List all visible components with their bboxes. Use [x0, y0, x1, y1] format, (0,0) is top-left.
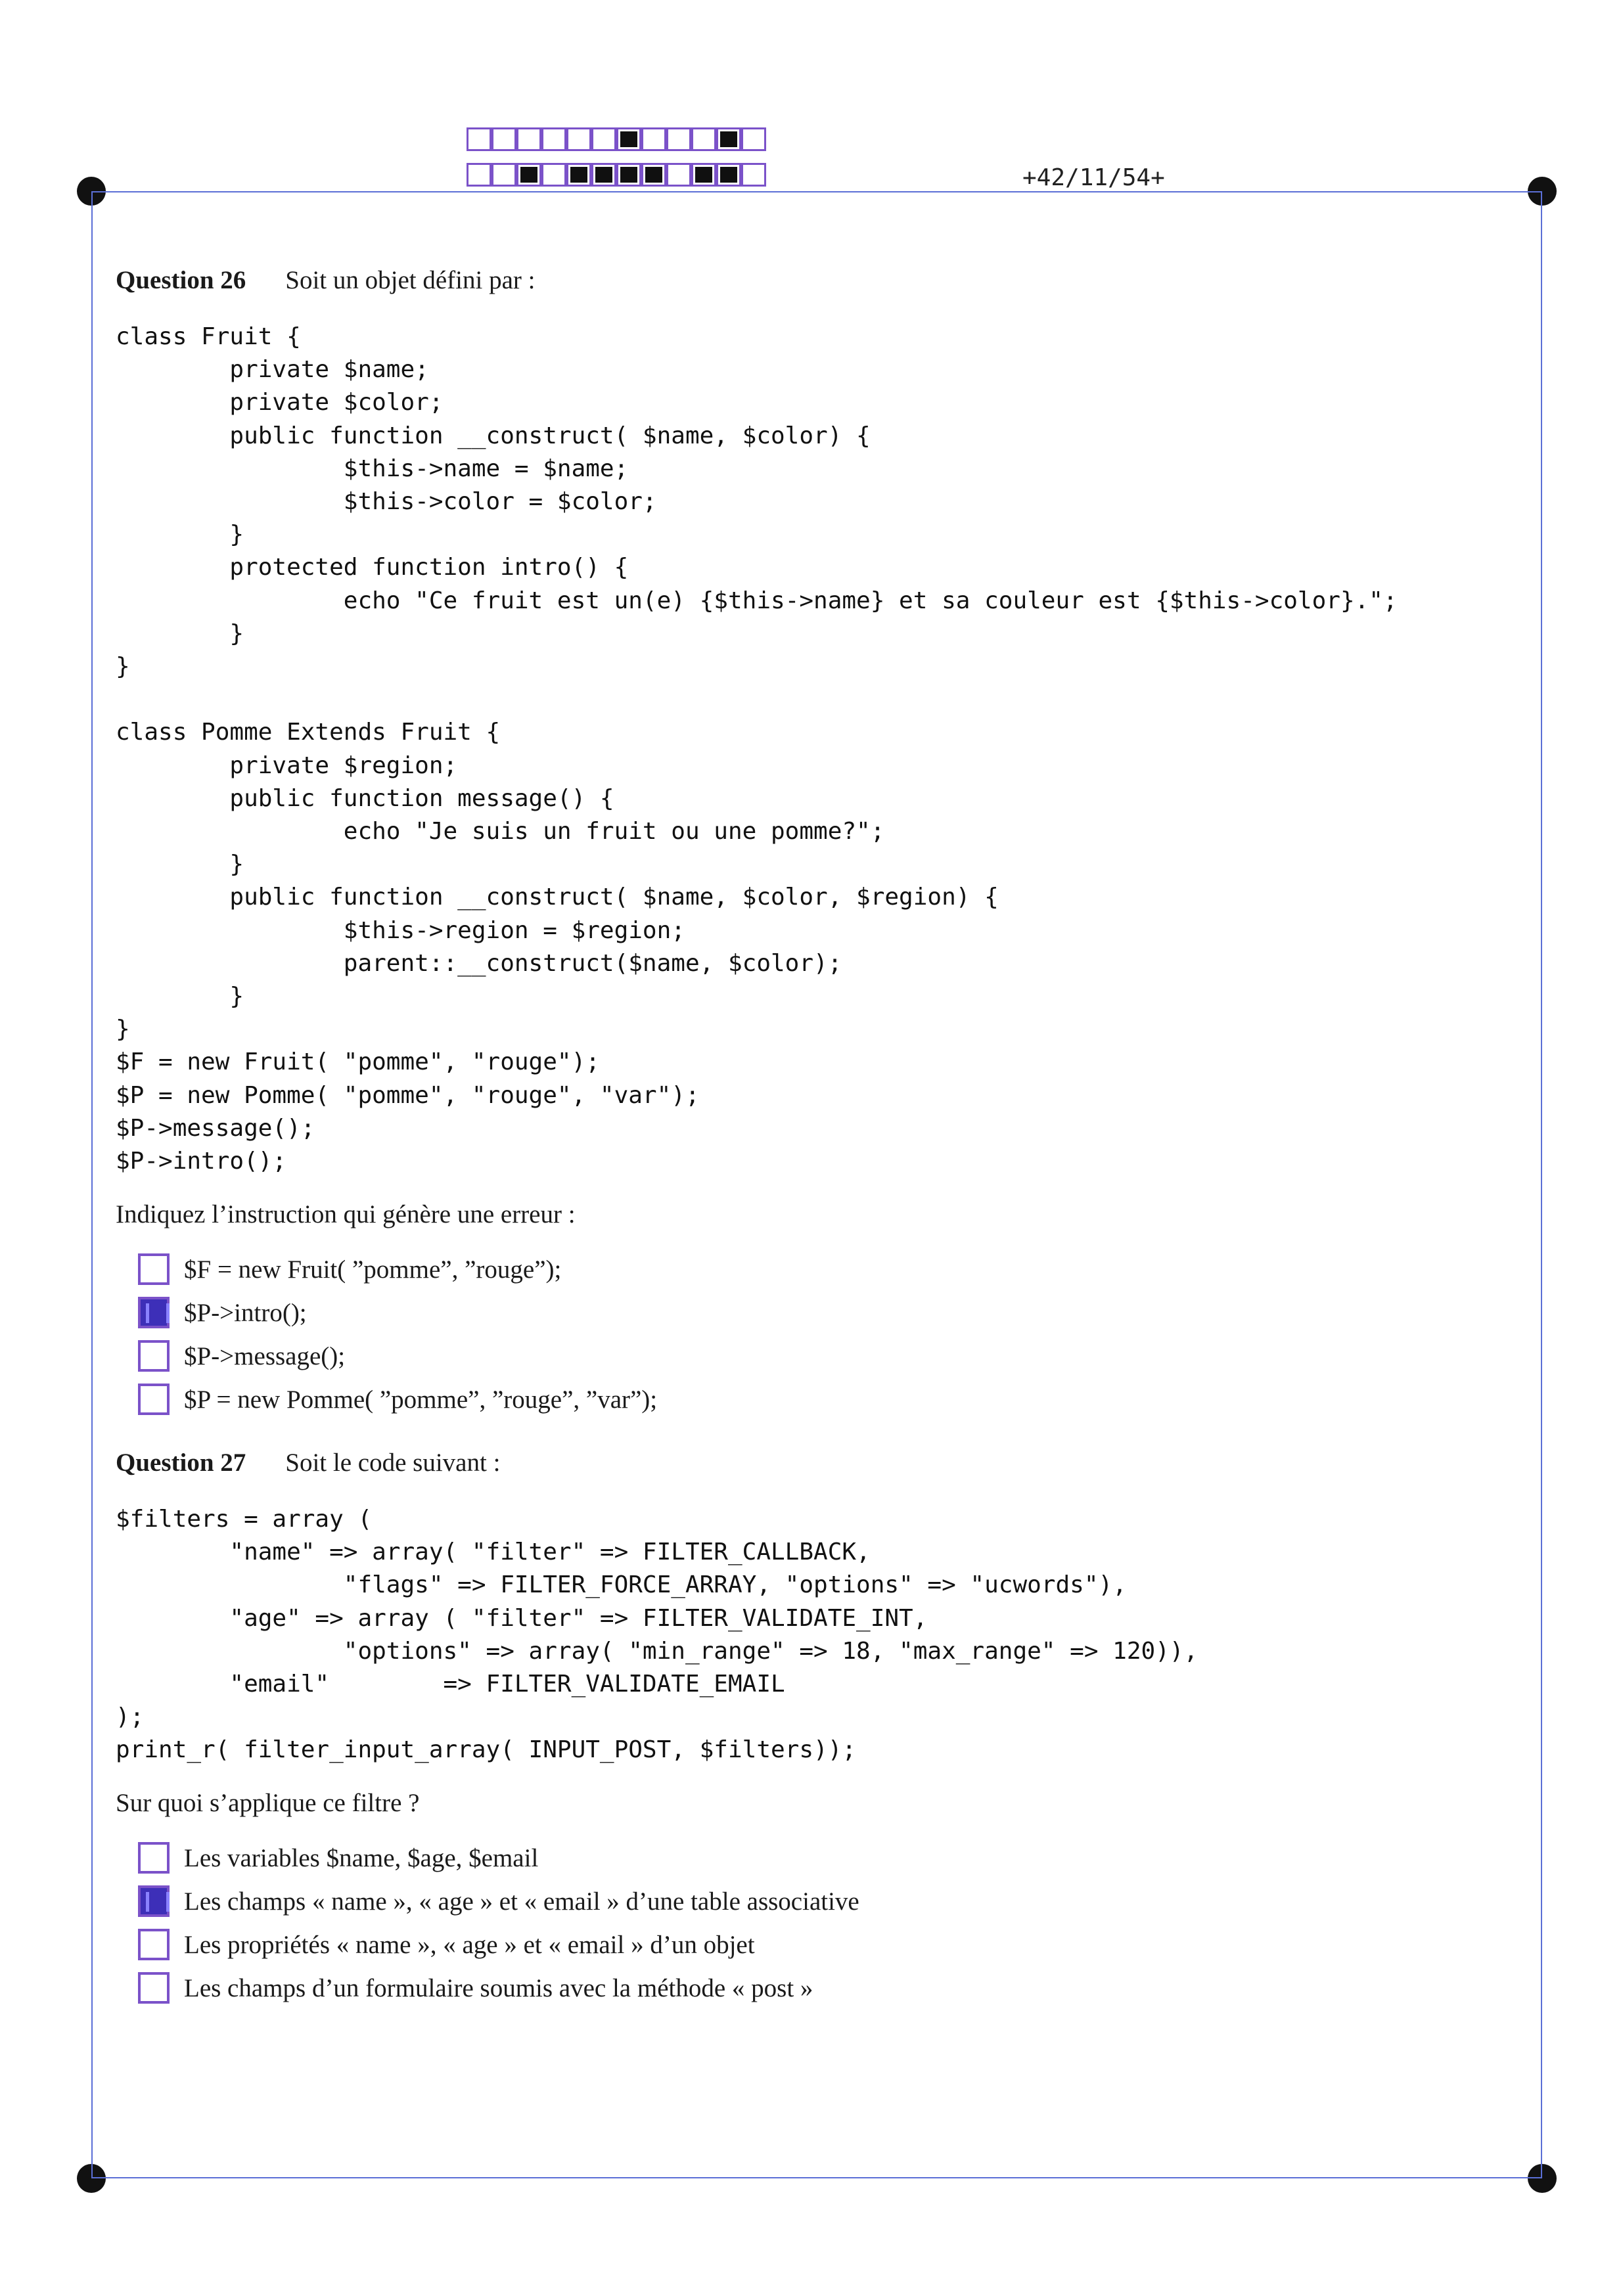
barcode-cell	[467, 127, 491, 151]
choice-label: $P->message();	[184, 1341, 346, 1370]
barcode-cell	[516, 163, 541, 187]
answer-choice[interactable]	[138, 1294, 307, 1331]
checkbox[interactable]	[138, 1842, 170, 1874]
barcode-cell	[541, 127, 566, 151]
barcode-cell	[666, 127, 691, 151]
question-intro: Soit le code suivant :	[285, 1449, 501, 1477]
checkbox[interactable]	[138, 1297, 170, 1328]
choice-label: Les champs « name », « age » et « email » d’une table associative	[184, 1887, 859, 1916]
answer-choice[interactable]	[138, 1338, 345, 1374]
barcode-cell	[491, 163, 516, 187]
barcode-cell	[591, 163, 616, 187]
checkbox[interactable]	[138, 1340, 170, 1372]
question-prompt: Sur quoi s’applique ce filtre ?	[116, 1789, 420, 1817]
answer-choice[interactable]	[138, 1251, 561, 1288]
answer-choice[interactable]	[138, 1926, 755, 1963]
checkbox[interactable]	[138, 1885, 170, 1917]
barcode-cell	[691, 127, 716, 151]
choice-label: $P = new Pomme( ”pomme”, ”rouge”, ”var”);	[184, 1385, 658, 1414]
code-block: $filters = array ( "name" => array( "filter" => FILTER_CALLBACK, "flags" => FILTER_FORCE_ARRAY, "options" => "ucwords"), "age" => array ( "filter" => FILTER_VALIDATE_INT, "options" => array( "min_range" => 18, "max_range" => 120)), "email" => FILTER_VALIDATE_EMAIL ); print_r( filter_input_array( INPUT_POST, $filters));	[116, 1506, 1199, 1764]
barcode-cell	[541, 163, 566, 187]
answer-choice[interactable]	[138, 1839, 538, 1876]
question-intro: Soit un objet défini par :	[285, 266, 536, 294]
barcode-cell	[566, 127, 591, 151]
barcode-cell	[741, 163, 766, 187]
barcode-row-1	[467, 127, 766, 151]
checkbox[interactable]	[138, 1384, 170, 1415]
choice-label: Les champs d’un formulaire soumis avec la méthode « post »	[184, 1973, 813, 2002]
question-27-header	[116, 1448, 500, 1477]
barcode-cell	[591, 127, 616, 151]
question-prompt: Indiquez l’instruction qui génère une erreur :	[116, 1200, 576, 1228]
barcode-cell	[716, 163, 741, 187]
barcode-cell	[641, 127, 666, 151]
choice-label: $P->intro();	[184, 1298, 307, 1327]
question-26-header	[116, 265, 535, 295]
question-number: Question 27	[116, 1449, 246, 1477]
barcode-cell	[616, 163, 641, 187]
barcode-cell	[741, 127, 766, 151]
barcode-cell	[641, 163, 666, 187]
choice-label: Les propriétés « name », « age » et « email » d’un objet	[184, 1930, 755, 1959]
question-number: Question 26	[116, 266, 246, 294]
code-block: class Fruit { private $name; private $color; public function __construct( $name, $color) { $this->name = $name; $this->color = $color; } protected function intro() { echo "Ce fruit est un(e) {$this->name} et sa couleur est {$this->color}."; } } class Pomme Extends Fruit { private $region; public function message() { echo "Je suis un fruit ou une pomme?"; } public function __construct( $name, $color, $region) { $this->region = $region; parent::__construct($name, $color); } } $F = new Fruit( "pomme", "rouge"); $P = new Pomme( "pomme", "rouge", "var"); $P->message(); $P->intro();	[116, 323, 1398, 1175]
page-id: +42/11/54+	[1022, 164, 1165, 191]
checkbox[interactable]	[138, 1253, 170, 1285]
barcode-cell	[467, 163, 491, 187]
barcode-cell	[691, 163, 716, 187]
answer-choice[interactable]	[138, 1883, 859, 1920]
barcode-cell	[616, 127, 641, 151]
barcode-cell	[566, 163, 591, 187]
checkbox[interactable]	[138, 1929, 170, 1960]
barcode-cell	[666, 163, 691, 187]
answer-choice[interactable]	[138, 1970, 813, 2006]
barcode-row-2	[467, 163, 766, 187]
checkbox[interactable]	[138, 1972, 170, 2004]
answer-choice[interactable]	[138, 1381, 657, 1418]
barcode-cell	[716, 127, 741, 151]
choice-label: Les variables $name, $age, $email	[184, 1843, 539, 1872]
barcode-cell	[491, 127, 516, 151]
choice-label: $F = new Fruit( ”pomme”, ”rouge”);	[184, 1255, 562, 1284]
barcode-cell	[516, 127, 541, 151]
